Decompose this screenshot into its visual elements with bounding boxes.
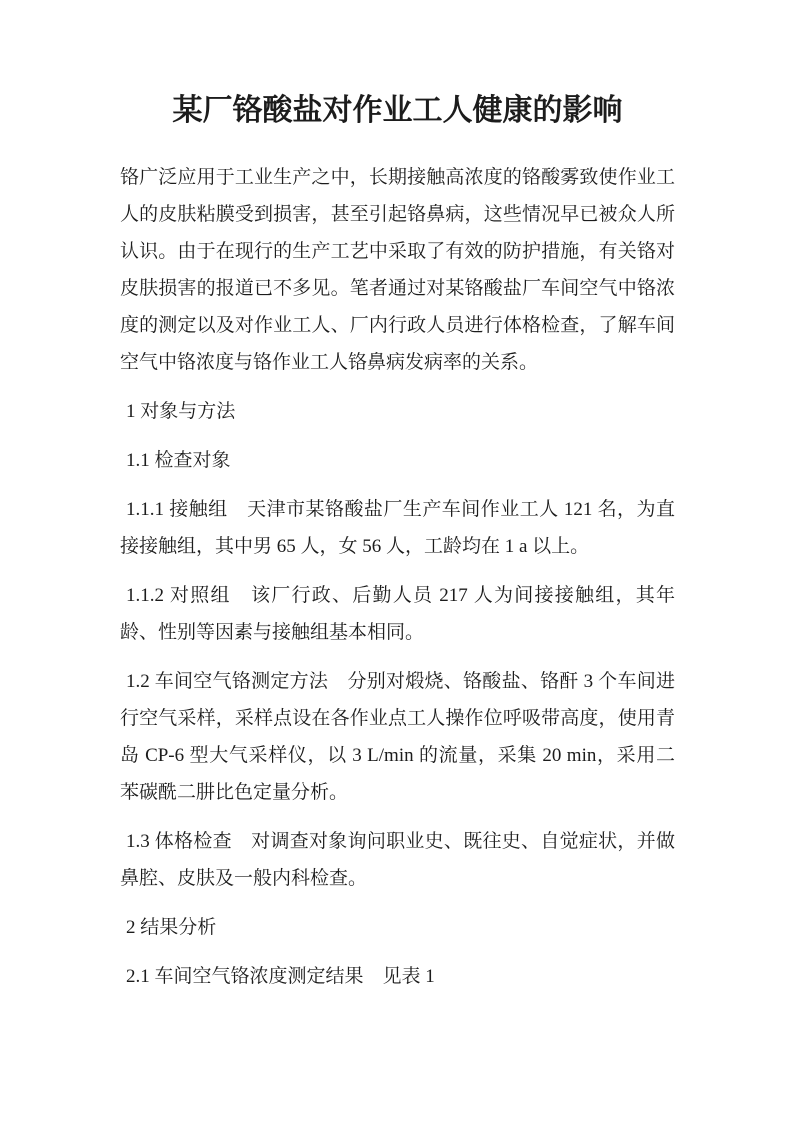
- intro-paragraph: 铬广泛应用于工业生产之中，长期接触高浓度的铬酸雾致使作业工人的皮肤粘膜受到损害，甚至引起铬鼻病，这些情况早已被众人所认识。由于在现行的生产工艺中采取了有效的防护措施，有关铬对皮肤损害的报道已不多见。笔者通过对某铬酸盐厂车间空气中铬浓度的测定以及对作业工人、厂内行政人员进行体格检查，了解车间空气中铬浓度与铬作业工人铬鼻病发病率的关系。: [120, 167, 675, 373]
- paragraph-1-3-physical-exam: 1.3 体格检查 对调查对象询问职业史、既往史、自觉症状，并做鼻腔、皮肤及一般内科检查。: [120, 831, 675, 889]
- paragraph-1-2-measurement-method: 1.2 车间空气铬测定方法 分别对煅烧、铬酸盐、铬酐 3 个车间进行空气采样，采样点设在各作业点工人操作位呼吸带高度，使用青岛 CP-6 型大气采样仪，以 3 L/min 的流量，采集 20 min，采用二苯碳酰二肼比色定量分析。: [120, 671, 675, 803]
- document-title: 某厂铬酸盐对作业工人健康的影响: [172, 94, 623, 127]
- section-2-heading: 2 结果分析: [126, 917, 217, 938]
- paragraph-1-1-1-contact-group: 1.1.1 接触组 天津市某铬酸盐厂生产车间作业工人 121 名，为直接接触组，其中男 65 人，女 56 人，工龄均在 1 a 以上。: [120, 499, 675, 557]
- section-1-heading: 1 对象与方法: [126, 401, 236, 422]
- section-2-1-heading: 2.1 车间空气铬浓度测定结果 见表 1: [126, 966, 435, 987]
- paragraph-1-1-2-control-group: 1.1.2 对照组 该厂行政、后勤人员 217 人为间接接触组，其年龄、性别等因素与接触组基本相同。: [120, 585, 675, 643]
- section-1-1-heading: 1.1 检查对象: [126, 450, 231, 471]
